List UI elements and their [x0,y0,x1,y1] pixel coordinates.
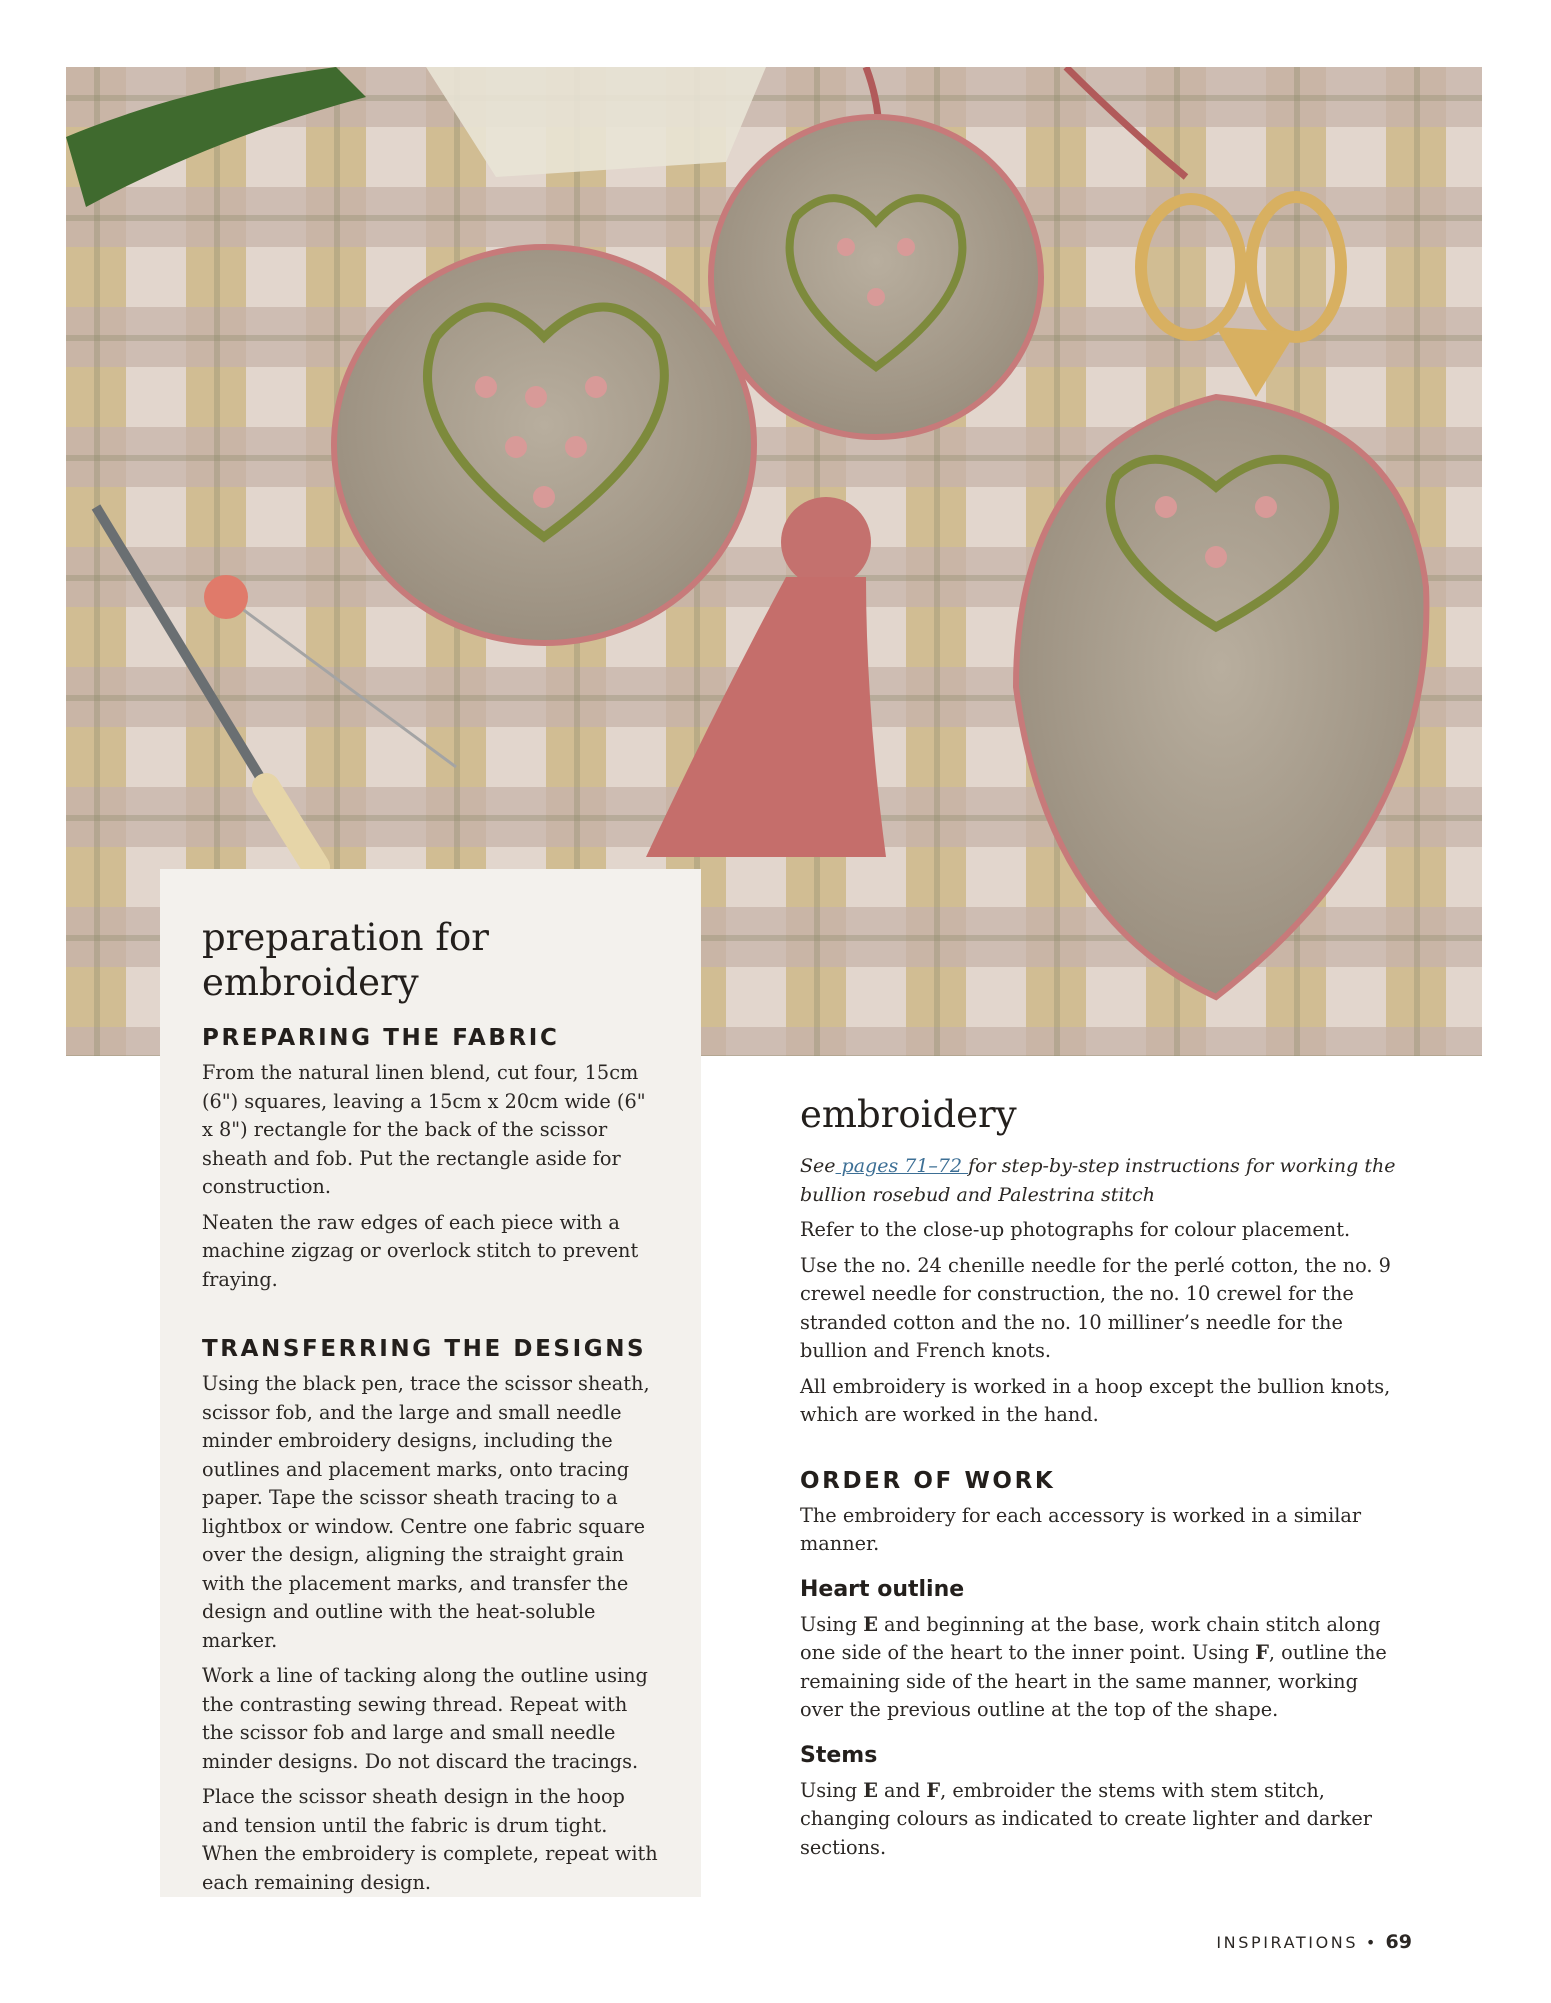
stems-paragraph [800,1777,1400,1863]
paragraph: Place the scissor sheath design in the hoop and tension until the fabric is drum tight. When the embroidery is complete, repeat with each remaining design. [202,1785,658,1894]
embroidery-column [800,1090,1400,1862]
sidebar-title: preparation for embroidery [202,916,489,1004]
pages-link[interactable]: pages 71–72 [835,1155,969,1177]
thread-label: F [926,1778,941,1802]
paragraph: Using the black pen, trace the scissor sheath, scissor fob, and the large and small needle minder embroidery designs, including the outlines and placement marks, onto tracing paper. Tape the scissor sheath tracing to a lightbox or window. Centre one fabric square over the design, aligning the straight grain with the placement marks, and transfer the design and outline with the heat-soluble marker. [202,1372,650,1652]
heart-outline-paragraph [800,1611,1400,1725]
paragraph: Neaten the raw edges of each piece with a machine zigzag or overlock stitch to prevent fraying. [202,1210,639,1291]
cross-reference-note [800,1152,1400,1209]
subheading-heart-outline: Heart outline [800,1576,965,1602]
separator: • [1365,1933,1378,1952]
text: , embroider the stems with stem stitch, changing colours as indicated to create lighter and darker sections. [800,1778,1372,1859]
section-name: INSPIRATIONS [1216,1933,1359,1952]
text: , outline the remaining side of the heart in the same manner, working over the previous outline at the top of the shape. [800,1641,1387,1721]
paragraph: All embroidery is worked in a hoop except the bullion knots, which are worked in the hand. [800,1374,1391,1426]
paragraph: Refer to the close-up photographs for colour placement. [800,1218,1351,1241]
main-title: embroidery [800,1093,1017,1136]
note-suffix: for step-by-step instructions for working the bullion rosebud and Palestrina stitch [800,1155,1396,1206]
paragraph: From the natural linen blend, cut four, 15cm (6") squares, leaving a 15cm x 20cm wide (6" x 8") rectangle for the back of the scissor sheath and fob. Put the rectangle aside for construction. [202,1061,646,1198]
page-number: 69 [1385,1931,1412,1953]
thread-label: F [1255,1641,1269,1664]
section-heading-order-of-work: ORDER OF WORK [800,1467,1056,1494]
preparation-sidebar [160,869,701,1897]
section-heading-preparing-fabric: PREPARING THE FABRIC [202,1025,560,1051]
subheading-stems: Stems [800,1742,878,1768]
text: and beginning at the base, work chain stitch along one side of the heart to the inner point. Using [800,1612,1381,1664]
note-prefix: See [800,1155,836,1177]
text: Using [800,1612,864,1636]
thread-label: E [863,1778,878,1802]
paragraph: Use the no. 24 chenille needle for the perlé cotton, the no. 9 crewel needle for construction, the no. 10 crewel for the stranded cotton and the no. 10 milliner’s needle for the bullion and French knots. [800,1253,1391,1362]
text: and [877,1778,927,1802]
text: Using [800,1778,864,1802]
paragraph: The embroidery for each accessory is worked in a similar manner. [800,1503,1362,1555]
section-heading-transferring-designs: TRANSFERRING THE DESIGNS [202,1336,647,1362]
thread-label: E [863,1612,878,1636]
paragraph: Work a line of tacking along the outline using the contrasting sewing thread. Repeat with the scissor fob and large and small needle minder designs. Do not discard the tracings. [202,1664,648,1773]
page-folio [1216,1931,1412,1953]
